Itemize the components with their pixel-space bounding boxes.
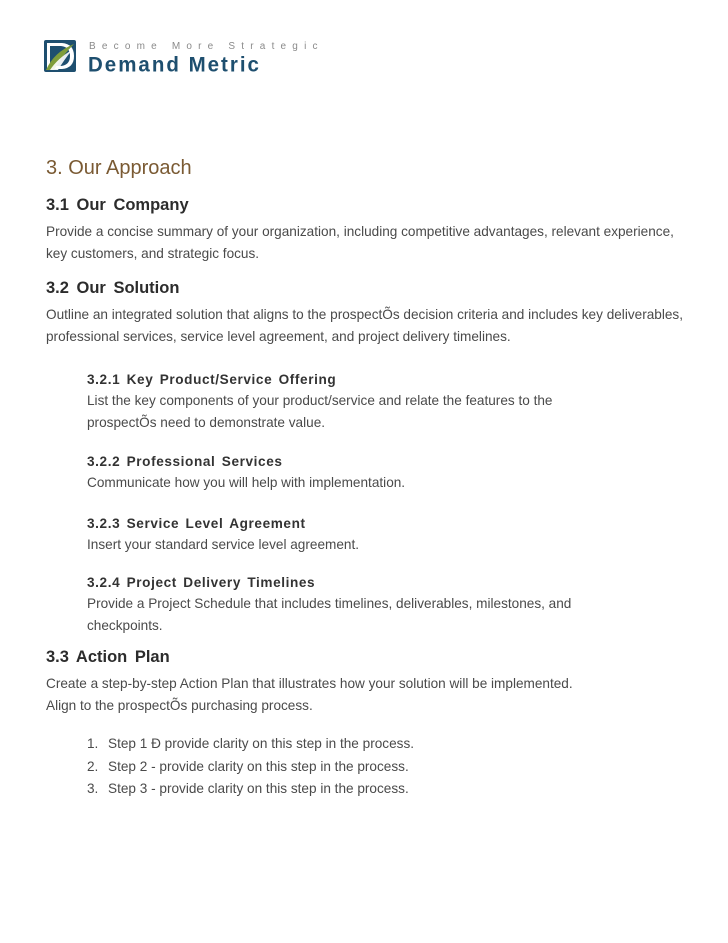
heading-our-solution: 3.2 Our Solution [46, 279, 180, 297]
paragraph-delivery-timelines: Provide a Project Schedule that includes timelines, deliverables, milestones, and checkpoints. [87, 596, 572, 633]
step-number: 3. [87, 781, 99, 796]
paragraph-action-plan-1: Create a step-by-step Action Plan that illustrates how your solution will be implemented. [46, 676, 573, 691]
heading-delivery-timelines: 3.2.4 Project Delivery Timelines [87, 575, 316, 590]
heading-our-company: 3.1 Our Company [46, 196, 189, 214]
paragraph-key-offering: List the key components of your product/service and relate the features to the prospectÕs need to demonstrate value. [87, 393, 553, 430]
action-steps-list [87, 733, 686, 801]
subsection-key-offering [87, 370, 686, 434]
demand-metric-logo-icon [44, 40, 76, 72]
brand-name: Demand Metric [88, 52, 261, 77]
brand-tagline: Become More Strategic [89, 41, 324, 52]
step-text: Step 1 Ð provide clarity on this step in the process. [108, 736, 415, 751]
section-title: 3. Our Approach [46, 157, 192, 179]
list-item [87, 733, 686, 756]
page-header [44, 38, 344, 78]
subsection-delivery-timelines [87, 573, 686, 637]
paragraph-our-solution: Outline an integrated solution that aligns to the prospectÕs decision criteria and includes key deliverables, professional services, service level agreement, and project delivery timelines. [46, 307, 684, 344]
step-text: Step 2 - provide clarity on this step in the process. [108, 758, 409, 774]
subsection-service-level [87, 514, 686, 556]
list-item [87, 778, 686, 801]
step-text: Step 3 - provide clarity on this step in the process. [108, 781, 409, 796]
heading-action-plan: 3.3 Action Plan [46, 648, 170, 666]
heading-professional-services: 3.2.2 Professional Services [87, 454, 283, 469]
document-body [46, 155, 686, 801]
step-number: 1. [87, 736, 99, 751]
paragraph-service-level: Insert your standard service level agreement. [87, 537, 360, 552]
heading-key-offering: 3.2.1 Key Product/Service Offering [87, 372, 337, 387]
paragraph-action-plan-2: Align to the prospectÕs purchasing process. [46, 698, 313, 713]
step-number: 2. [87, 758, 99, 774]
paragraph-our-company: Provide a concise summary of your organization, including competitive advantages, relevant experience, key customers, and strategic focus. [46, 224, 674, 261]
paragraph-professional-services: Communicate how you will help with implementation. [87, 475, 406, 490]
subsection-professional-services [87, 452, 686, 494]
heading-service-level: 3.2.3 Service Level Agreement [87, 516, 306, 531]
list-item [87, 756, 686, 779]
